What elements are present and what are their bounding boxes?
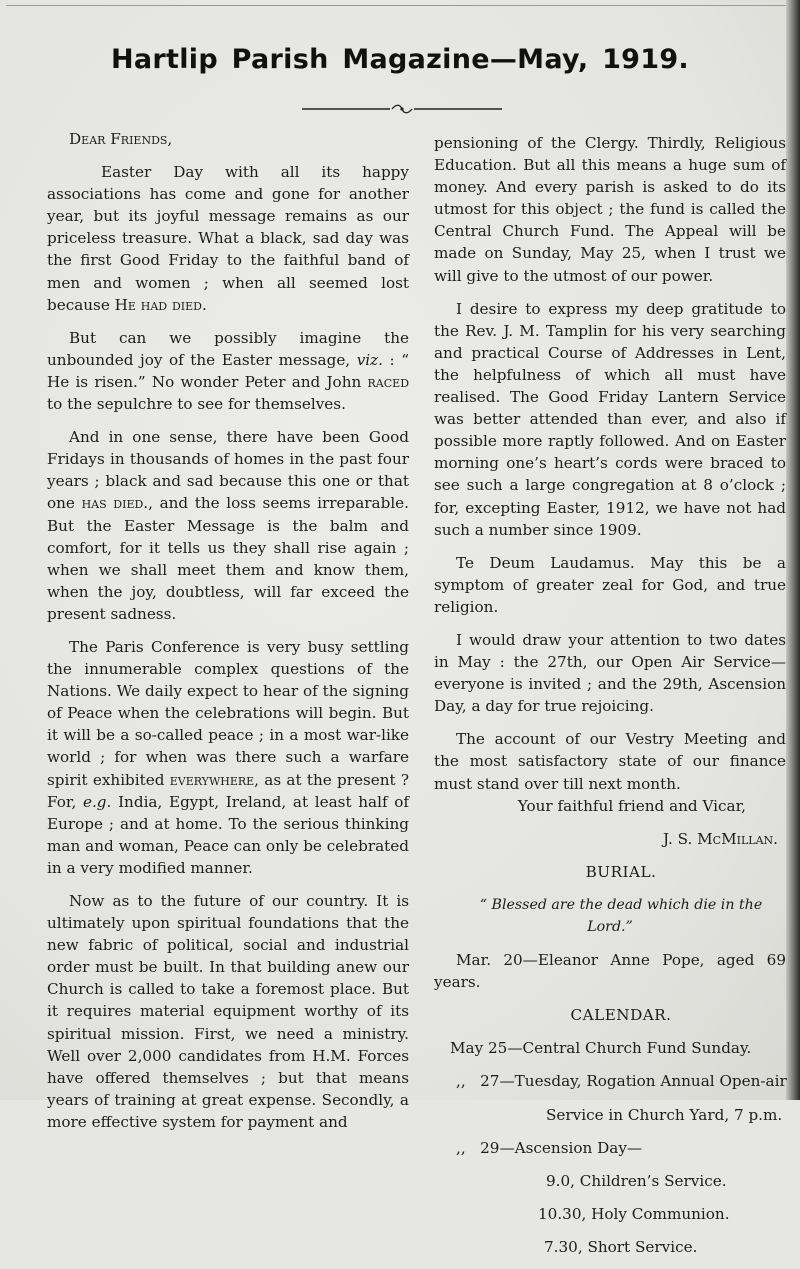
left-column (47, 128, 409, 1133)
burial-quote: “ Blessed are the dead which die in the Lord.” (479, 896, 763, 935)
paragraph-te-deum: Te Deum Laudamus. May this be a symptom of greater zeal for God, and true religion. (434, 553, 786, 616)
calendar-item: 10.30, Holy Communion. (538, 1204, 730, 1223)
paragraph-text: to the sepulchre to see for themselves. (47, 395, 346, 414)
paragraph-text: But can we possibly imagine the unbounded joy of the Easter message, (47, 328, 409, 369)
emphasis-text: viz. (356, 350, 383, 369)
burial-heading: BURIAL. (585, 862, 657, 881)
page-title: Hartlip Parish Magazine—May, 1919. (111, 44, 689, 75)
salutation: Dear Friends, (69, 130, 173, 148)
calendar-item: 7.30, Short Service. (544, 1237, 698, 1256)
emphasis-text: He had died. (114, 295, 207, 314)
paragraph-church-fund: pensioning of the Clergy. Thirdly, Religious Education. But all this means a huge sum of money. And every parish is asked to do its utmost for this object ; the fund is called the Central Church Fund. The Appeal will be made on Sunday, May 25, when I trust we will give to the utmost of our power. (434, 134, 786, 285)
emphasis-text: raced (367, 372, 410, 391)
paragraph-text: : “ He is risen.” No wonder Peter and John (47, 350, 409, 391)
calendar-item: May 25—Central Church Fund Sunday. (450, 1039, 752, 1058)
paragraph-text: Easter Day with all its happy associations has come and gone for another year, but its joyful message remains as our priceless treasure. What a black, sad day was the first Good Friday to the faithful band of men and women ; when all seemed lost because (47, 163, 409, 314)
closing-line: Your faithful friend and Vicar, (517, 796, 746, 815)
page-edge-shadow (786, 0, 800, 1100)
title-ornament-divider (302, 102, 502, 116)
paragraph-gratitude: I desire to express my deep gratitude to the Rev. J. M. Tamplin for his very searching and practical Course of Addresses in Lent, the helpfulness of which all must have realised. The Good Friday Lantern Service was better attended than ever, and also if possible more raptly followed. And on Easter morning one’s heart’s cords were braced to see such a large congregation at 8 o’clock ; for, excepting Easter, 1912, we have not had such a number since 1909. (434, 299, 786, 539)
calendar-item: ,, 29—Ascension Day— (456, 1138, 643, 1157)
paragraph-text: And in one sense, there have been Good Fridays in thousands of homes in the past four years ; black and sad because this one or that one (47, 428, 409, 513)
burial-entry: Mar. 20—Eleanor Anne Pope, aged 69 years. (434, 951, 786, 992)
paragraph-easter (47, 161, 409, 316)
calendar-item: Service in Church Yard, 7 p.m. (546, 1105, 783, 1124)
emphasis-text: everywhere, (169, 770, 260, 789)
paragraph-paris-conference (47, 636, 409, 879)
paragraph-text: as at the present ? For, (47, 770, 410, 811)
emphasis-text: has died., (81, 494, 153, 513)
calendar-item: 9.0, Children’s Service. (546, 1171, 727, 1190)
calendar-heading: CALENDAR. (570, 1006, 672, 1025)
top-border-rule (6, 5, 794, 6)
paragraph-text: India, Egypt, Ireland, at least half of Europe ; and at home. To the serious thinking man and woman, Peace can only be celebrated in a very modified manner. (47, 792, 410, 877)
emphasis-text: e.g. (82, 792, 112, 811)
paragraph-dates: I would draw your attention to two dates in May : the 27th, our Open Air Service—everyone is invited ; and the 29th, Ascension Day, a day for true rejoicing. (434, 630, 786, 716)
paragraph-future: Now as to the future of our country. It is ultimately upon spiritual foundations that the new fabric of political, social and industrial order must be built. In that building anew our Church is called to take a foremost place. But it requires material equipment worthy of its spiritual mission. First, we need a ministry. Well over 2,000 candidates from H.M. Forces have offered themselves ; but that means years of training at great expense. Secondly, a more effective system for payment and (47, 892, 409, 1131)
paragraph-good-fridays (47, 426, 409, 625)
calendar-item: ,, 27—Tuesday, Rogation Annual Open-air (456, 1072, 787, 1091)
signature: J. S. McMillan. (663, 829, 778, 848)
paragraph-risen (47, 327, 409, 415)
paragraph-text: and the loss seems irreparable. But the Easter Message is the balm and comfort, for it tells us they shall rise again ; when we shall meet them and know them, when the joy, doubtless, will far exceed the present sadness. (47, 494, 409, 623)
right-column (434, 132, 786, 1269)
paragraph-vestry: The account of our Vestry Meeting and the most satisfactory state of our finance must stand over till next month. (434, 730, 786, 793)
paragraph-text: The Paris Conference is very busy settling the innumerable complex questions of the Nations. We daily expect to hear of the signing of Peace when the celebrations will begin. But it will be a so-called peace ; in a most war-like world ; for when was there such a warfare spirit exhibited (47, 637, 409, 789)
